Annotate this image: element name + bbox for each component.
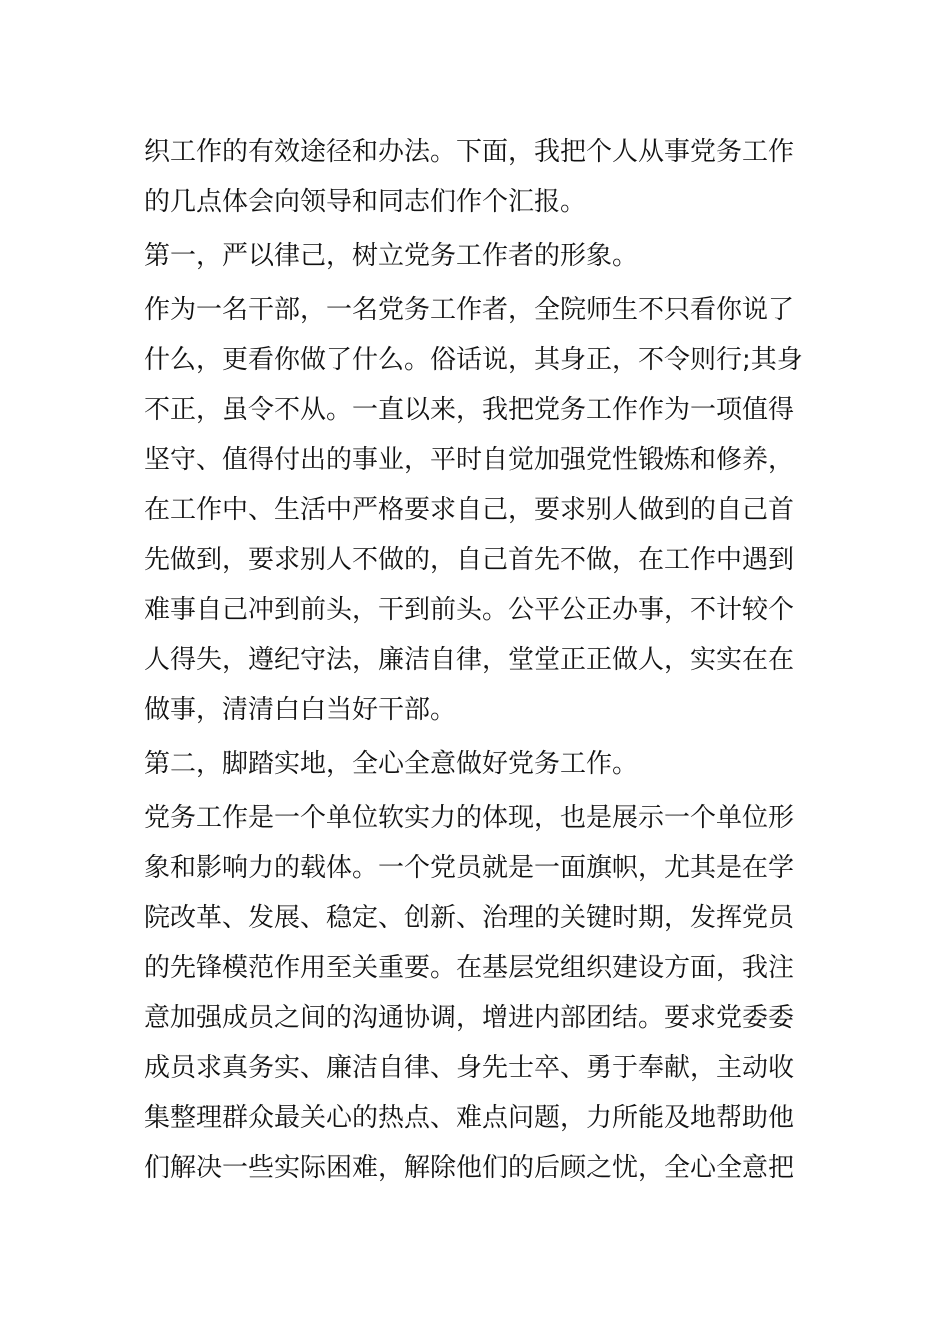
text-line: 什么，更看你做了什么。俗话说，其身正，不令则行;其身	[144, 345, 803, 375]
text-line: 织工作的有效途径和办法。下面，我把个人从事党务工作	[144, 137, 795, 167]
text-line: 不正，虽令不从。一直以来，我把党务工作作为一项值得	[144, 395, 795, 425]
text-line: 们解决一些实际困难，解除他们的后顾之忧，全心全意把	[144, 1153, 795, 1183]
text-line: 的几点体会向领导和同志们作个汇报。	[144, 187, 587, 217]
text-line: 第二，脚踏实地，全心全意做好党务工作。	[144, 749, 639, 779]
text-line: 坚守、值得付出的事业，平时自觉加强党性锻炼和修养，	[144, 445, 795, 475]
text-line: 院改革、发展、稳定、创新、治理的关键时期，发挥党员	[144, 903, 795, 933]
text-line: 先做到，要求别人不做的，自己首先不做，在工作中遇到	[144, 545, 795, 575]
paragraph	[144, 793, 794, 1193]
text-line: 第一，严以律己，树立党务工作者的形象。	[144, 241, 639, 271]
text-line: 集整理群众最关心的热点、难点问题，力所能及地帮助他	[144, 1103, 795, 1133]
text-line: 的先锋模范作用至关重要。在基层党组织建设方面，我注	[144, 953, 795, 983]
section-heading	[144, 231, 794, 281]
text-line: 作为一名干部，一名党务工作者，全院师生不只看你说了	[144, 295, 795, 325]
text-line: 做事，清清白白当好干部。	[144, 695, 457, 725]
text-line: 象和影响力的载体。一个党员就是一面旗帜，尤其是在学	[144, 853, 795, 883]
document-body	[144, 127, 803, 1193]
section-heading	[144, 739, 794, 789]
text-line: 党务工作是一个单位软实力的体现，也是展示一个单位形	[144, 803, 795, 833]
text-line: 成员求真务实、廉洁自律、身先士卒、勇于奉献，主动收	[144, 1053, 795, 1083]
paragraph	[144, 127, 794, 227]
text-line: 意加强成员之间的沟通协调，增进内部团结。要求党委委	[144, 1003, 795, 1033]
paragraph	[144, 285, 803, 735]
text-line: 难事自己冲到前头，干到前头。公平公正办事，不计较个	[144, 595, 795, 625]
text-line: 在工作中、生活中严格要求自己，要求别人做到的自己首	[144, 495, 795, 525]
text-line: 人得失，遵纪守法，廉洁自律，堂堂正正做人，实实在在	[144, 645, 795, 675]
